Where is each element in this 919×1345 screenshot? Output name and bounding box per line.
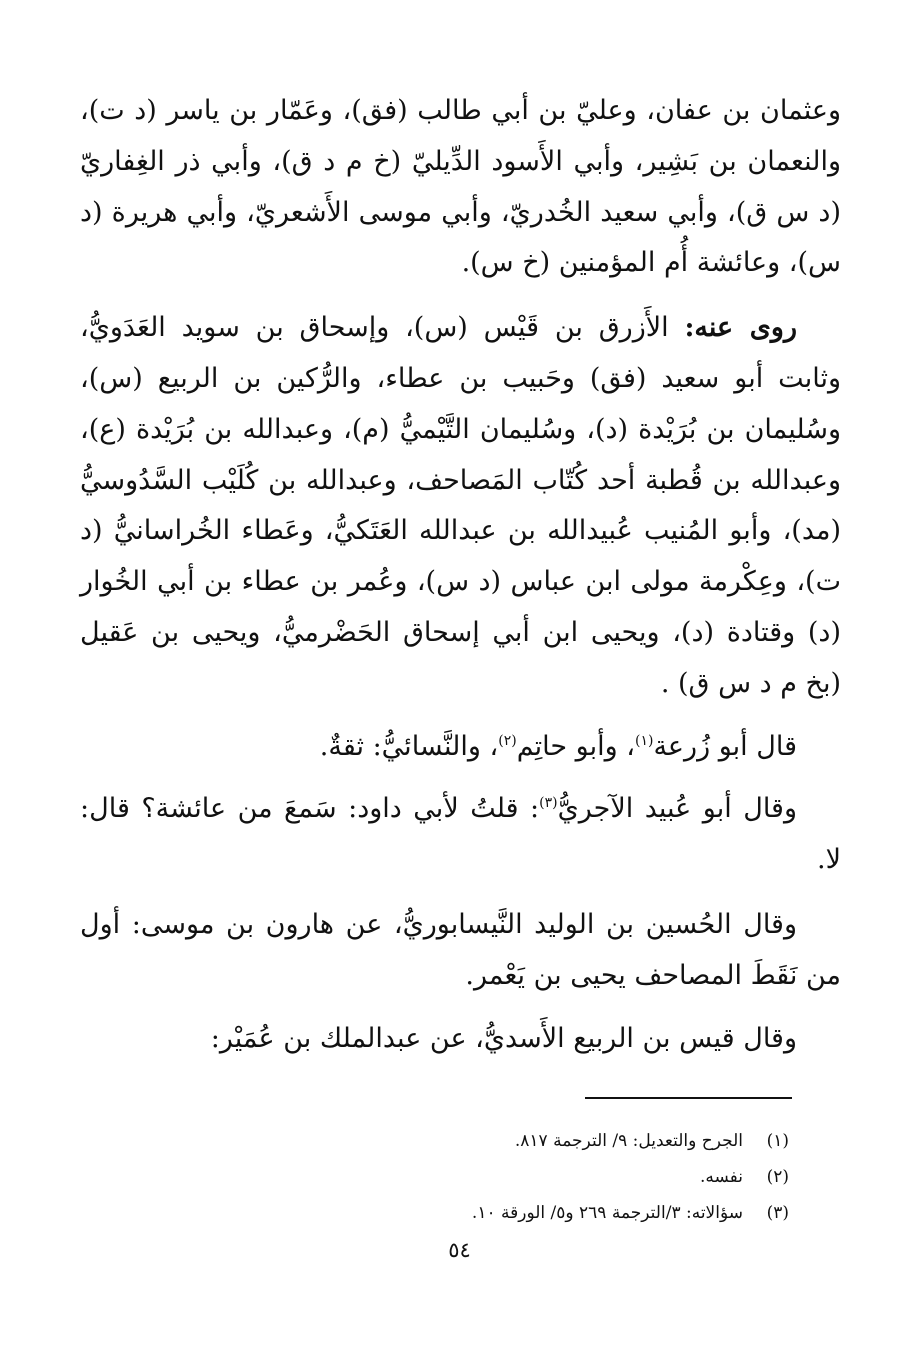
main-text — [80, 86, 841, 1064]
footnote-number: (٣) — [766, 1203, 789, 1223]
text-segment: : قلتُ لأبي داود: سَمعَ من عائشة؟ — [141, 793, 540, 825]
text-line: وعبدالله بن بُرَيْدة (ع)، وعبدالله بن قُطبة أحد كُتّاب المَصاحف، — [80, 413, 841, 496]
paragraph-assessment — [80, 722, 841, 773]
footnote-item — [229, 1159, 789, 1195]
text-line: وقال قيس بن الربيع الأَسديُّ، عن عبدالملك بن عُمَيْر: — [210, 1022, 797, 1054]
text-segment: قال أبو زُرعة — [653, 730, 797, 762]
text-line: ابن أبي إسحاق الحَضْرميُّ، ويحيى بن عَقيل (بخ م د س ق) . — [80, 616, 841, 699]
text-line: وعبدالله بن كُلَيْب السَّدُوسيُّ (مد)، وأبو المُنيب عُبيدالله بن عبدالله — [80, 464, 841, 547]
text-line: العَتَكيُّ، وعَطاء الخُراسانيُّ (د ت)، وعِكْرمة مولى ابن عباس — [80, 515, 842, 598]
text-line: (د س)، وعُمر بن عطاء بن أبي الخُوار (د) وقتادة (د)، ويحيى — [80, 566, 841, 648]
footnote-number: (١) — [766, 1131, 789, 1151]
footnote-number: (٢) — [766, 1167, 789, 1187]
footnote-ref: (٣) — [539, 795, 558, 812]
text-segment: ، وأبو حاتِم — [516, 730, 635, 762]
paragraph-narrated-by — [80, 303, 841, 709]
footnote-ref: (١) — [634, 732, 654, 749]
footnote-item — [229, 1195, 789, 1231]
text-segment: وقال أبو عُبيد الآجريُّ — [557, 793, 797, 825]
paragraph-narrators-from — [80, 86, 841, 289]
section-lead: روى عنه: — [684, 312, 797, 344]
text-segment: ، والنَّسائيُّ: ثقةٌ. — [319, 730, 499, 762]
footnote-separator — [585, 1097, 792, 1099]
paragraph-husayn — [80, 900, 841, 1002]
footnote-item — [229, 1123, 789, 1159]
footnote-text: الجرح والتعديل: ٩/ الترجمة ٨١٧. — [514, 1131, 743, 1151]
text-line: وعثمان بن عفان، وعليّ بن أبي طالب (فق)، وعَمّار بن ياسر — [166, 95, 841, 126]
text-line: الأَزرق بن قَيْس (س)، وإسحاق بن سويد — [181, 312, 669, 344]
footnote-ref: (٢) — [498, 732, 517, 749]
footnotes — [229, 1123, 789, 1231]
page-number: ٥٤ — [448, 1238, 471, 1262]
text-line: أول من نَقَطَ المصاحف يحيى بن يَعْمر. — [80, 908, 841, 991]
footnote-text: نفسه. — [699, 1167, 743, 1187]
paragraph-ajurri — [80, 784, 841, 886]
text-line: الأَشعريّ، وأبي هريرة (د س)، وعائشة أُم المؤمنين (خ س). — [80, 196, 841, 279]
text-line: قال: لا. — [80, 793, 841, 876]
text-line: العَدَويُّ، وثابت أبو سعيد (فق) وحَبيب بن عطاء، والرُّكين بن — [80, 312, 841, 394]
paragraph-qays — [80, 1014, 841, 1065]
text-line: وقال الحُسين بن الوليد النَّيسابوريُّ، عن هارون بن موسى: — [131, 908, 797, 940]
footnote-text: سؤالاته: ٣/الترجمة ٢٦٩ و٥/ الورقة ١٠. — [471, 1203, 743, 1223]
text-line: ذر الغِفاريّ (د س ق)، وأبي سعيد الخُدريّ، وأبي موسى — [80, 145, 841, 228]
text-line: (د ت)، والنعمان بن بَشِير، وأبي الأَسود الدِّيليّ (خ م د ق)، وأبي — [80, 95, 841, 177]
text-line: الربيع (س)، وسُليمان بن بُرَيْدة (د)، وسُليمان التَّيْميُّ (م)، — [80, 362, 841, 445]
